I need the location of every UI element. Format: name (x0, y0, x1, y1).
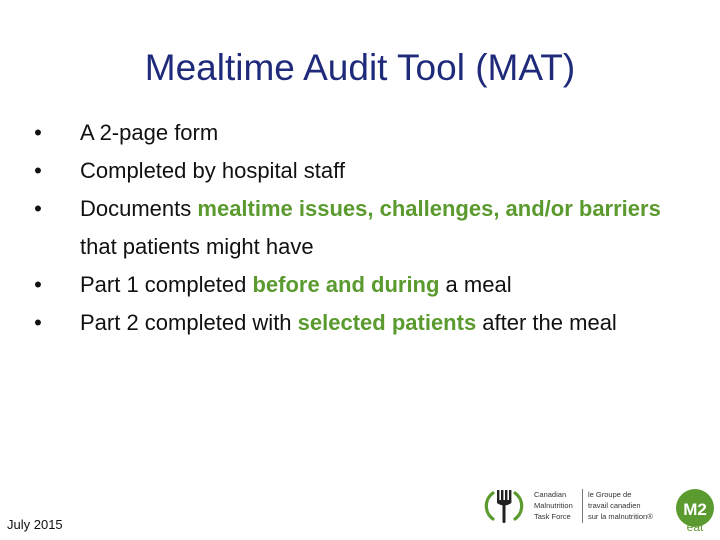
bullet-text: after the meal (476, 310, 617, 335)
bullet-list (28, 114, 678, 342)
bullet-text: Completed by hospital staff (80, 158, 345, 183)
m2eat-bottom-text: eat (686, 520, 704, 532)
bullet-item (28, 114, 678, 152)
bullet-dot: • (34, 120, 42, 145)
cmtf-line (588, 511, 672, 522)
bullet-highlight: before and during (252, 272, 440, 297)
bullet-text: that patients might have (80, 234, 314, 259)
bullet-item (28, 152, 678, 190)
cmtf-line: Task Force (534, 512, 571, 521)
cmtf-line: Canadian (534, 490, 567, 499)
bullet-text: a meal (439, 272, 512, 297)
bullet-dot: • (34, 310, 42, 335)
bullet-dot: • (34, 158, 42, 183)
bullet-item (28, 266, 678, 304)
slide-title: Mealtime Audit Tool (MAT) (144, 47, 576, 88)
cmtf-line: Malnutrition (534, 501, 573, 510)
trademark-mark: ® (647, 512, 653, 521)
bullet-item (28, 304, 678, 342)
cmtf-line-text: sur la malnutrition (588, 512, 648, 521)
bullet-dot: • (34, 272, 42, 297)
cmtf-logo (484, 483, 670, 529)
bullet-item (28, 190, 678, 266)
cmtf-line: travail canadien (588, 501, 641, 510)
fork-plate-icon (484, 486, 524, 526)
cmtf-name-fr (588, 489, 672, 522)
bullet-highlight: mealtime issues, challenges, and/or barriers (197, 196, 661, 221)
cmtf-name-en (534, 489, 580, 522)
logo-divider (582, 489, 583, 523)
bullet-dot: • (34, 196, 42, 221)
bullet-text: A 2-page form (80, 120, 219, 145)
bullet-highlight: selected patients (297, 310, 477, 335)
m2eat-logo (675, 488, 715, 532)
slide-date: July 2015 (7, 517, 63, 532)
bullet-text: Documents (80, 196, 198, 221)
m2eat-top-text: M2 (683, 500, 707, 519)
bullet-text: Part 1 completed (80, 272, 253, 297)
cmtf-line: le Groupe de (588, 490, 632, 499)
bullet-text: Part 2 completed with (80, 310, 298, 335)
